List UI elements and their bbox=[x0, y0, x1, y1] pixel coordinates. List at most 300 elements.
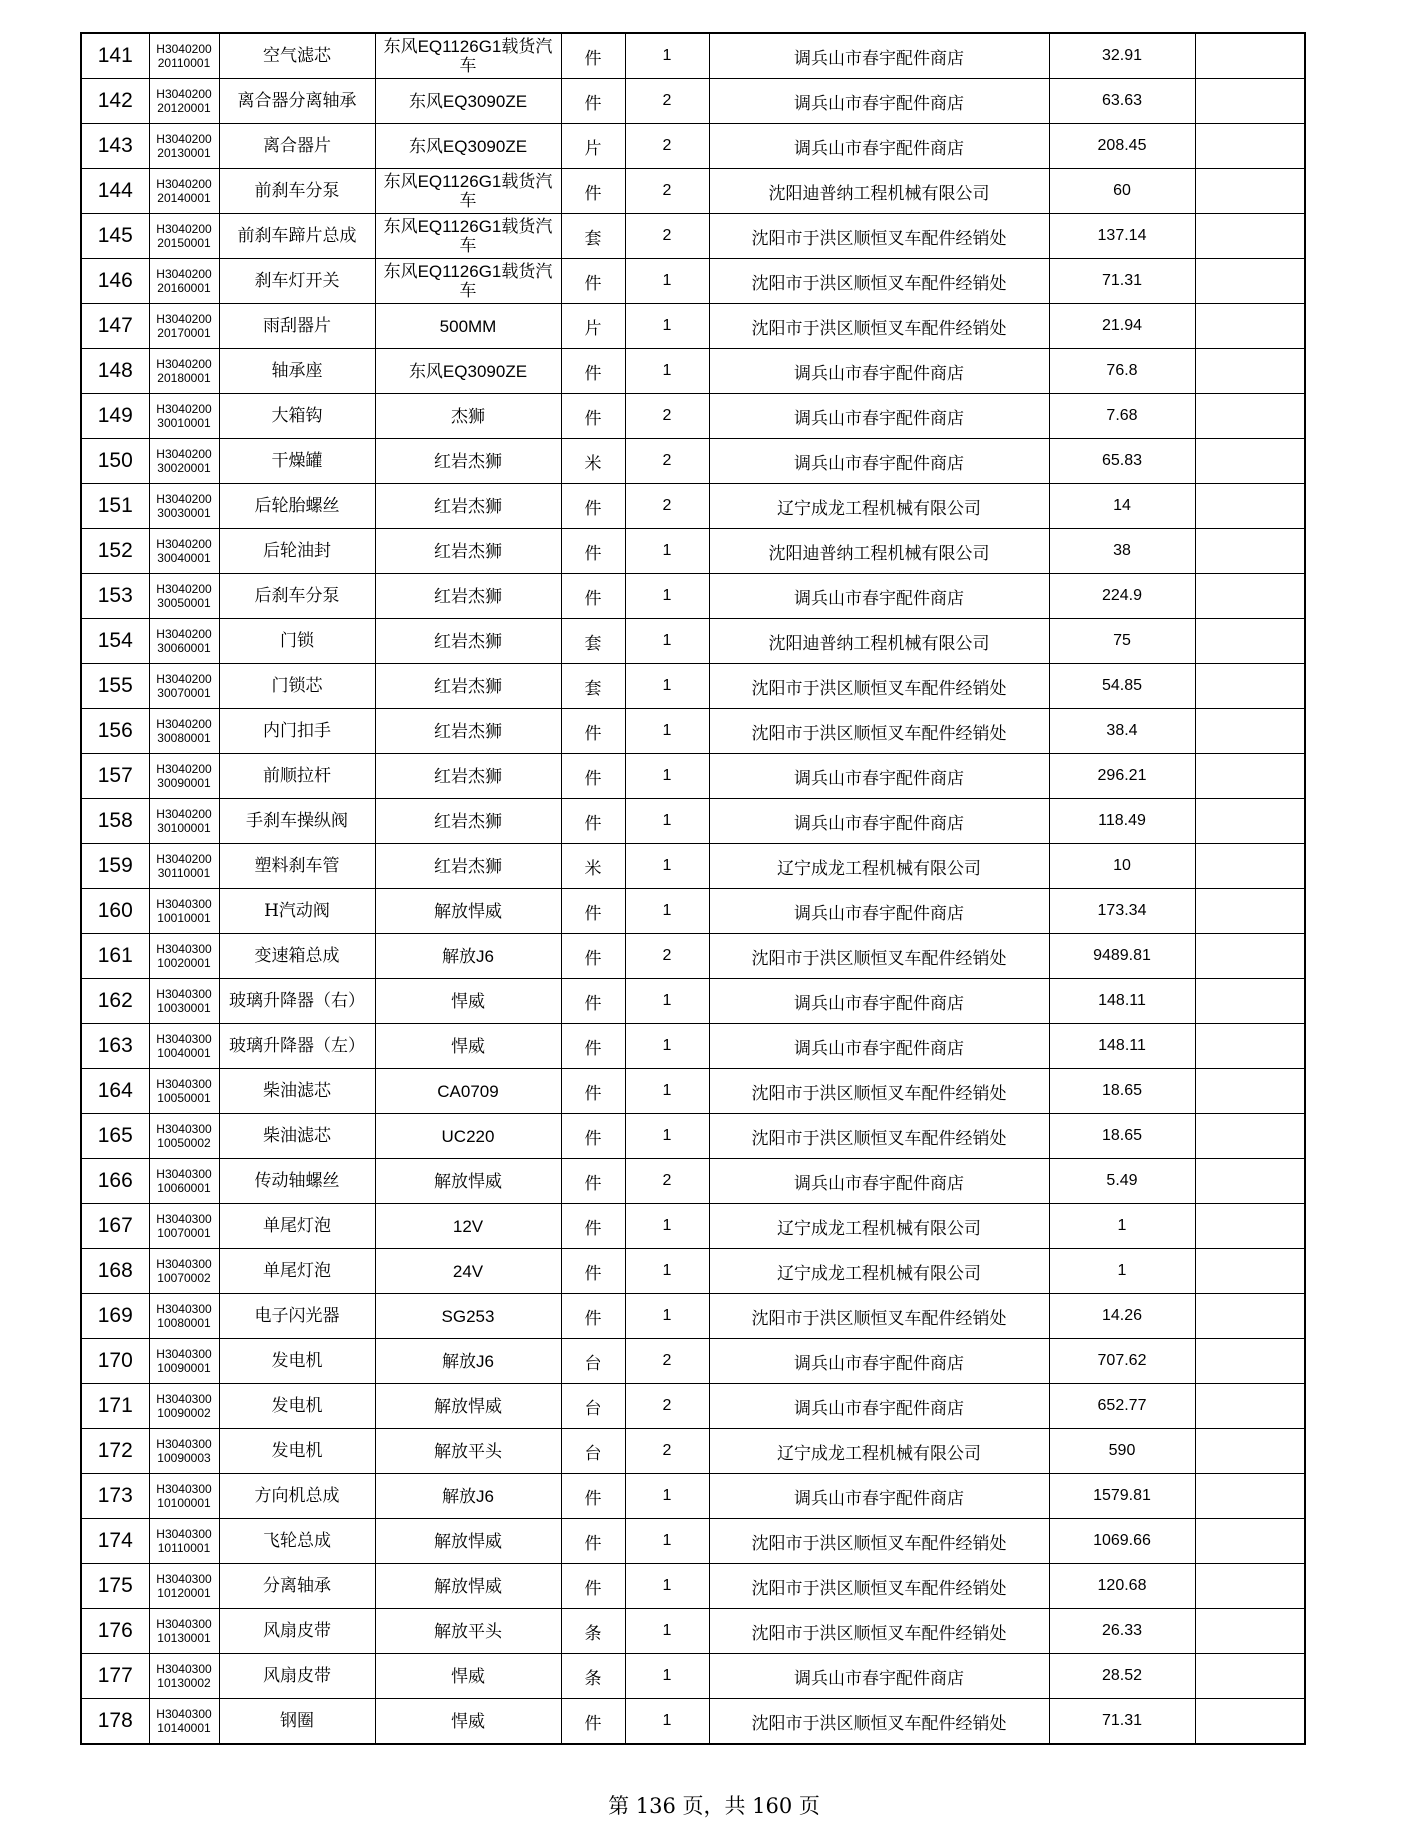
material-code bbox=[149, 1519, 219, 1564]
unit-price: 71.31 bbox=[1049, 1699, 1195, 1745]
unit-price: 1579.81 bbox=[1049, 1474, 1195, 1519]
material-code bbox=[149, 1294, 219, 1339]
unit: 件 bbox=[561, 1204, 625, 1249]
row-number: 154 bbox=[81, 619, 149, 664]
supplier: 调兵山市春宇配件商店 bbox=[709, 979, 1049, 1024]
part-name: 前刹车分泵 bbox=[219, 169, 375, 214]
remark bbox=[1195, 529, 1305, 574]
material-code-line: 10050002 bbox=[157, 1136, 211, 1150]
row-number: 149 bbox=[81, 394, 149, 439]
material-code-line: 20150001 bbox=[157, 236, 211, 250]
material-code bbox=[149, 1204, 219, 1249]
material-code-line: 10090001 bbox=[157, 1361, 211, 1375]
material-code bbox=[149, 1114, 219, 1159]
table-row bbox=[81, 1609, 1305, 1654]
table-row bbox=[81, 844, 1305, 889]
unit-price: 38.4 bbox=[1049, 709, 1195, 754]
part-spec: 红岩杰狮 bbox=[375, 844, 561, 889]
material-code-line: H3040300 bbox=[156, 1572, 212, 1586]
unit-price: 120.68 bbox=[1049, 1564, 1195, 1609]
row-number: 150 bbox=[81, 439, 149, 484]
quantity: 1 bbox=[625, 1564, 709, 1609]
material-code-line: H3040300 bbox=[156, 1032, 212, 1046]
part-name: 柴油滤芯 bbox=[219, 1114, 375, 1159]
remark bbox=[1195, 754, 1305, 799]
quantity: 1 bbox=[625, 259, 709, 304]
part-name: 单尾灯泡 bbox=[219, 1204, 375, 1249]
part-name: 雨刮器片 bbox=[219, 304, 375, 349]
table-row bbox=[81, 1249, 1305, 1294]
material-code-line: H3040200 bbox=[156, 537, 212, 551]
material-code-line: 30010001 bbox=[157, 416, 211, 430]
unit-price: 5.49 bbox=[1049, 1159, 1195, 1204]
quantity: 1 bbox=[625, 304, 709, 349]
table-row bbox=[81, 484, 1305, 529]
quantity: 2 bbox=[625, 484, 709, 529]
supplier: 沈阳市于洪区顺恒叉车配件经销处 bbox=[709, 1069, 1049, 1114]
unit: 件 bbox=[561, 349, 625, 394]
supplier: 沈阳市于洪区顺恒叉车配件经销处 bbox=[709, 259, 1049, 304]
material-code-line: 30070001 bbox=[157, 686, 211, 700]
material-code-line: H3040200 bbox=[156, 177, 212, 191]
material-code-line: H3040300 bbox=[156, 1482, 212, 1496]
row-number: 168 bbox=[81, 1249, 149, 1294]
part-name: 干燥罐 bbox=[219, 439, 375, 484]
material-code-line: H3040200 bbox=[156, 492, 212, 506]
row-number: 162 bbox=[81, 979, 149, 1024]
material-code-line: 10070002 bbox=[157, 1271, 211, 1285]
table-row bbox=[81, 1339, 1305, 1384]
supplier: 调兵山市春宇配件商店 bbox=[709, 349, 1049, 394]
material-code-line: H3040300 bbox=[156, 1122, 212, 1136]
unit-price: 118.49 bbox=[1049, 799, 1195, 844]
material-code bbox=[149, 33, 219, 79]
material-code-line: H3040200 bbox=[156, 267, 212, 281]
part-name: 刹车灯开关 bbox=[219, 259, 375, 304]
unit-price: 148.11 bbox=[1049, 1024, 1195, 1069]
part-name: 门锁 bbox=[219, 619, 375, 664]
table-row bbox=[81, 1699, 1305, 1745]
part-name: 手刹车操纵阀 bbox=[219, 799, 375, 844]
quantity: 1 bbox=[625, 574, 709, 619]
unit-price: 1069.66 bbox=[1049, 1519, 1195, 1564]
supplier: 调兵山市春宇配件商店 bbox=[709, 1654, 1049, 1699]
material-code-line: H3040300 bbox=[156, 1527, 212, 1541]
part-name: 单尾灯泡 bbox=[219, 1249, 375, 1294]
row-number: 175 bbox=[81, 1564, 149, 1609]
material-code-line: 30060001 bbox=[157, 641, 211, 655]
quantity: 1 bbox=[625, 1114, 709, 1159]
quantity: 1 bbox=[625, 754, 709, 799]
unit: 套 bbox=[561, 619, 625, 664]
quantity: 1 bbox=[625, 1474, 709, 1519]
material-code-line: H3040300 bbox=[156, 1302, 212, 1316]
part-name: 后刹车分泵 bbox=[219, 574, 375, 619]
supplier: 辽宁成龙工程机械有限公司 bbox=[709, 484, 1049, 529]
unit: 条 bbox=[561, 1609, 625, 1654]
part-spec: 24V bbox=[375, 1249, 561, 1294]
quantity: 1 bbox=[625, 1204, 709, 1249]
unit-price: 28.52 bbox=[1049, 1654, 1195, 1699]
material-code bbox=[149, 979, 219, 1024]
table-row bbox=[81, 1654, 1305, 1699]
unit: 件 bbox=[561, 1249, 625, 1294]
material-code-line: 20160001 bbox=[157, 281, 211, 295]
material-code-line: 10090002 bbox=[157, 1406, 211, 1420]
material-code-line: H3040200 bbox=[156, 717, 212, 731]
row-number: 152 bbox=[81, 529, 149, 574]
table-row bbox=[81, 33, 1305, 79]
material-code-line: 30030001 bbox=[157, 506, 211, 520]
quantity: 2 bbox=[625, 439, 709, 484]
material-code bbox=[149, 439, 219, 484]
material-code bbox=[149, 394, 219, 439]
unit: 件 bbox=[561, 1114, 625, 1159]
material-code-line: 20170001 bbox=[157, 326, 211, 340]
unit-price: 652.77 bbox=[1049, 1384, 1195, 1429]
material-code-line: 20130001 bbox=[157, 146, 211, 160]
material-code-line: 20140001 bbox=[157, 191, 211, 205]
material-code-line: 10110001 bbox=[157, 1541, 211, 1555]
part-spec: 东风EQ1126G1载货汽车 bbox=[375, 214, 561, 259]
quantity: 1 bbox=[625, 1024, 709, 1069]
remark bbox=[1195, 1294, 1305, 1339]
part-name: 玻璃升降器（右） bbox=[219, 979, 375, 1024]
material-code-line: H3040200 bbox=[156, 627, 212, 641]
unit-price: 707.62 bbox=[1049, 1339, 1195, 1384]
row-number: 157 bbox=[81, 754, 149, 799]
quantity: 1 bbox=[625, 1654, 709, 1699]
remark bbox=[1195, 33, 1305, 79]
unit: 件 bbox=[561, 1294, 625, 1339]
remark bbox=[1195, 124, 1305, 169]
remark bbox=[1195, 304, 1305, 349]
part-spec: 解放悍威 bbox=[375, 889, 561, 934]
part-name: 后轮胎螺丝 bbox=[219, 484, 375, 529]
unit-price: 75 bbox=[1049, 619, 1195, 664]
quantity: 1 bbox=[625, 33, 709, 79]
part-spec: UC220 bbox=[375, 1114, 561, 1159]
supplier: 调兵山市春宇配件商店 bbox=[709, 1384, 1049, 1429]
table-row bbox=[81, 1159, 1305, 1204]
part-name: 大箱钩 bbox=[219, 394, 375, 439]
material-code-line: 30100001 bbox=[157, 821, 211, 835]
table-row bbox=[81, 1564, 1305, 1609]
table-row bbox=[81, 214, 1305, 259]
part-spec: 东风EQ1126G1载货汽车 bbox=[375, 169, 561, 214]
table-row bbox=[81, 934, 1305, 979]
quantity: 1 bbox=[625, 844, 709, 889]
unit-price: 32.91 bbox=[1049, 33, 1195, 79]
part-spec: 红岩杰狮 bbox=[375, 574, 561, 619]
material-code-line: H3040300 bbox=[156, 942, 212, 956]
material-code bbox=[149, 1609, 219, 1654]
material-code-line: H3040200 bbox=[156, 402, 212, 416]
material-code-line: H3040200 bbox=[156, 807, 212, 821]
unit: 台 bbox=[561, 1429, 625, 1474]
part-spec: 东风EQ3090ZE bbox=[375, 79, 561, 124]
supplier: 沈阳市于洪区顺恒叉车配件经销处 bbox=[709, 1699, 1049, 1745]
unit: 台 bbox=[561, 1339, 625, 1384]
unit-price: 208.45 bbox=[1049, 124, 1195, 169]
material-code-line: H3040200 bbox=[156, 312, 212, 326]
material-code bbox=[149, 1069, 219, 1114]
material-code-line: 10060001 bbox=[157, 1181, 211, 1195]
remark bbox=[1195, 1429, 1305, 1474]
supplier: 调兵山市春宇配件商店 bbox=[709, 1474, 1049, 1519]
supplier: 沈阳市于洪区顺恒叉车配件经销处 bbox=[709, 214, 1049, 259]
material-code bbox=[149, 709, 219, 754]
unit-price: 296.21 bbox=[1049, 754, 1195, 799]
material-code-line: H3040200 bbox=[156, 672, 212, 686]
unit: 件 bbox=[561, 1519, 625, 1564]
part-spec: 红岩杰狮 bbox=[375, 529, 561, 574]
supplier: 沈阳市于洪区顺恒叉车配件经销处 bbox=[709, 1609, 1049, 1654]
part-spec: SG253 bbox=[375, 1294, 561, 1339]
table-row bbox=[81, 1474, 1305, 1519]
part-name: 前刹车蹄片总成 bbox=[219, 214, 375, 259]
material-code-line: 20180001 bbox=[157, 371, 211, 385]
quantity: 2 bbox=[625, 934, 709, 979]
unit-price: 7.68 bbox=[1049, 394, 1195, 439]
table-row bbox=[81, 124, 1305, 169]
part-spec: 悍威 bbox=[375, 1654, 561, 1699]
material-code-line: H3040300 bbox=[156, 1347, 212, 1361]
quantity: 1 bbox=[625, 529, 709, 574]
unit: 件 bbox=[561, 259, 625, 304]
part-name: 电子闪光器 bbox=[219, 1294, 375, 1339]
unit-price: 63.63 bbox=[1049, 79, 1195, 124]
part-spec: 杰狮 bbox=[375, 394, 561, 439]
row-number: 171 bbox=[81, 1384, 149, 1429]
material-code-line: H3040200 bbox=[156, 357, 212, 371]
row-number: 161 bbox=[81, 934, 149, 979]
part-spec: 悍威 bbox=[375, 979, 561, 1024]
remark bbox=[1195, 934, 1305, 979]
remark bbox=[1195, 1339, 1305, 1384]
supplier: 辽宁成龙工程机械有限公司 bbox=[709, 1249, 1049, 1294]
remark bbox=[1195, 844, 1305, 889]
table-row bbox=[81, 1384, 1305, 1429]
part-spec: 解放悍威 bbox=[375, 1519, 561, 1564]
remark bbox=[1195, 1069, 1305, 1114]
part-spec: 东风EQ3090ZE bbox=[375, 349, 561, 394]
remark bbox=[1195, 889, 1305, 934]
material-code bbox=[149, 259, 219, 304]
part-name: 玻璃升降器（左） bbox=[219, 1024, 375, 1069]
material-code-line: 30090001 bbox=[157, 776, 211, 790]
remark bbox=[1195, 1024, 1305, 1069]
part-spec: 12V bbox=[375, 1204, 561, 1249]
parts-table bbox=[80, 32, 1306, 1745]
part-name: 塑料刹车管 bbox=[219, 844, 375, 889]
row-number: 178 bbox=[81, 1699, 149, 1745]
remark bbox=[1195, 664, 1305, 709]
remark bbox=[1195, 259, 1305, 304]
row-number: 148 bbox=[81, 349, 149, 394]
part-name: 风扇皮带 bbox=[219, 1609, 375, 1654]
part-name: 前顺拉杆 bbox=[219, 754, 375, 799]
part-name: 柴油滤芯 bbox=[219, 1069, 375, 1114]
material-code bbox=[149, 529, 219, 574]
unit-price: 137.14 bbox=[1049, 214, 1195, 259]
row-number: 156 bbox=[81, 709, 149, 754]
part-spec: 解放平头 bbox=[375, 1429, 561, 1474]
part-name: 发电机 bbox=[219, 1384, 375, 1429]
table-row bbox=[81, 979, 1305, 1024]
unit: 套 bbox=[561, 214, 625, 259]
part-name: 方向机总成 bbox=[219, 1474, 375, 1519]
unit: 件 bbox=[561, 484, 625, 529]
unit: 片 bbox=[561, 124, 625, 169]
table-row bbox=[81, 1429, 1305, 1474]
material-code-line: H3040200 bbox=[156, 222, 212, 236]
material-code-line: H3040200 bbox=[156, 762, 212, 776]
quantity: 1 bbox=[625, 1699, 709, 1745]
material-code-line: H3040200 bbox=[156, 87, 212, 101]
material-code bbox=[149, 484, 219, 529]
unit-price: 76.8 bbox=[1049, 349, 1195, 394]
row-number: 170 bbox=[81, 1339, 149, 1384]
supplier: 沈阳市于洪区顺恒叉车配件经销处 bbox=[709, 664, 1049, 709]
material-code bbox=[149, 1429, 219, 1474]
table-row bbox=[81, 259, 1305, 304]
unit: 台 bbox=[561, 1384, 625, 1429]
unit-price: 18.65 bbox=[1049, 1069, 1195, 1114]
quantity: 1 bbox=[625, 1609, 709, 1654]
table-row bbox=[81, 1114, 1305, 1159]
unit-price: 590 bbox=[1049, 1429, 1195, 1474]
part-spec: 红岩杰狮 bbox=[375, 664, 561, 709]
material-code-line: H3040300 bbox=[156, 1167, 212, 1181]
table-row bbox=[81, 529, 1305, 574]
row-number: 155 bbox=[81, 664, 149, 709]
part-name: H汽动阀 bbox=[219, 889, 375, 934]
unit: 件 bbox=[561, 574, 625, 619]
unit: 件 bbox=[561, 1699, 625, 1745]
unit-price: 1 bbox=[1049, 1204, 1195, 1249]
part-spec: 解放悍威 bbox=[375, 1159, 561, 1204]
supplier: 调兵山市春宇配件商店 bbox=[709, 124, 1049, 169]
unit: 件 bbox=[561, 79, 625, 124]
material-code-line: H3040200 bbox=[156, 582, 212, 596]
row-number: 159 bbox=[81, 844, 149, 889]
remark bbox=[1195, 349, 1305, 394]
quantity: 2 bbox=[625, 1159, 709, 1204]
table-row bbox=[81, 799, 1305, 844]
remark bbox=[1195, 799, 1305, 844]
supplier: 沈阳市于洪区顺恒叉车配件经销处 bbox=[709, 1294, 1049, 1339]
remark bbox=[1195, 394, 1305, 439]
row-number: 151 bbox=[81, 484, 149, 529]
remark bbox=[1195, 1654, 1305, 1699]
row-number: 147 bbox=[81, 304, 149, 349]
material-code-line: 10130002 bbox=[157, 1676, 211, 1690]
material-code bbox=[149, 1384, 219, 1429]
part-spec: 500MM bbox=[375, 304, 561, 349]
material-code-line: H3040200 bbox=[156, 42, 212, 56]
remark bbox=[1195, 214, 1305, 259]
remark bbox=[1195, 169, 1305, 214]
supplier: 辽宁成龙工程机械有限公司 bbox=[709, 1204, 1049, 1249]
material-code-line: 30080001 bbox=[157, 731, 211, 745]
unit-price: 26.33 bbox=[1049, 1609, 1195, 1654]
supplier: 沈阳迪普纳工程机械有限公司 bbox=[709, 619, 1049, 664]
table-row bbox=[81, 889, 1305, 934]
material-code-line: 30040001 bbox=[157, 551, 211, 565]
quantity: 1 bbox=[625, 799, 709, 844]
quantity: 1 bbox=[625, 1069, 709, 1114]
part-spec: 红岩杰狮 bbox=[375, 799, 561, 844]
material-code bbox=[149, 1339, 219, 1384]
unit: 件 bbox=[561, 33, 625, 79]
table-row bbox=[81, 709, 1305, 754]
part-name: 发电机 bbox=[219, 1339, 375, 1384]
remark bbox=[1195, 1564, 1305, 1609]
row-number: 165 bbox=[81, 1114, 149, 1159]
part-name: 后轮油封 bbox=[219, 529, 375, 574]
material-code bbox=[149, 574, 219, 619]
supplier: 调兵山市春宇配件商店 bbox=[709, 754, 1049, 799]
unit-price: 60 bbox=[1049, 169, 1195, 214]
unit-price: 1 bbox=[1049, 1249, 1195, 1294]
unit: 米 bbox=[561, 439, 625, 484]
material-code bbox=[149, 124, 219, 169]
unit: 件 bbox=[561, 529, 625, 574]
unit: 件 bbox=[561, 889, 625, 934]
remark bbox=[1195, 1609, 1305, 1654]
material-code-line: H3040300 bbox=[156, 1212, 212, 1226]
quantity: 2 bbox=[625, 124, 709, 169]
remark bbox=[1195, 1384, 1305, 1429]
row-number: 143 bbox=[81, 124, 149, 169]
supplier: 调兵山市春宇配件商店 bbox=[709, 394, 1049, 439]
row-number: 145 bbox=[81, 214, 149, 259]
supplier: 辽宁成龙工程机械有限公司 bbox=[709, 844, 1049, 889]
row-number: 166 bbox=[81, 1159, 149, 1204]
supplier: 沈阳迪普纳工程机械有限公司 bbox=[709, 529, 1049, 574]
unit-price: 54.85 bbox=[1049, 664, 1195, 709]
supplier: 辽宁成龙工程机械有限公司 bbox=[709, 1429, 1049, 1474]
material-code-line: 10090003 bbox=[157, 1451, 211, 1465]
material-code-line: H3040300 bbox=[156, 1437, 212, 1451]
material-code-line: H3040300 bbox=[156, 1662, 212, 1676]
part-spec: 解放J6 bbox=[375, 1339, 561, 1384]
remark bbox=[1195, 484, 1305, 529]
table-row bbox=[81, 1024, 1305, 1069]
unit: 件 bbox=[561, 1159, 625, 1204]
material-code bbox=[149, 889, 219, 934]
supplier: 沈阳市于洪区顺恒叉车配件经销处 bbox=[709, 709, 1049, 754]
material-code-line: 10030001 bbox=[157, 1001, 211, 1015]
material-code-line: H3040200 bbox=[156, 852, 212, 866]
part-name: 发电机 bbox=[219, 1429, 375, 1474]
table-body bbox=[81, 33, 1305, 1744]
material-code bbox=[149, 799, 219, 844]
part-spec: 红岩杰狮 bbox=[375, 484, 561, 529]
part-spec: 红岩杰狮 bbox=[375, 439, 561, 484]
table-row bbox=[81, 394, 1305, 439]
unit: 米 bbox=[561, 844, 625, 889]
table-row bbox=[81, 349, 1305, 394]
material-code-line: 20120001 bbox=[157, 101, 211, 115]
row-number: 158 bbox=[81, 799, 149, 844]
row-number: 176 bbox=[81, 1609, 149, 1654]
material-code-line: H3040200 bbox=[156, 132, 212, 146]
remark bbox=[1195, 79, 1305, 124]
material-code bbox=[149, 349, 219, 394]
material-code bbox=[149, 844, 219, 889]
